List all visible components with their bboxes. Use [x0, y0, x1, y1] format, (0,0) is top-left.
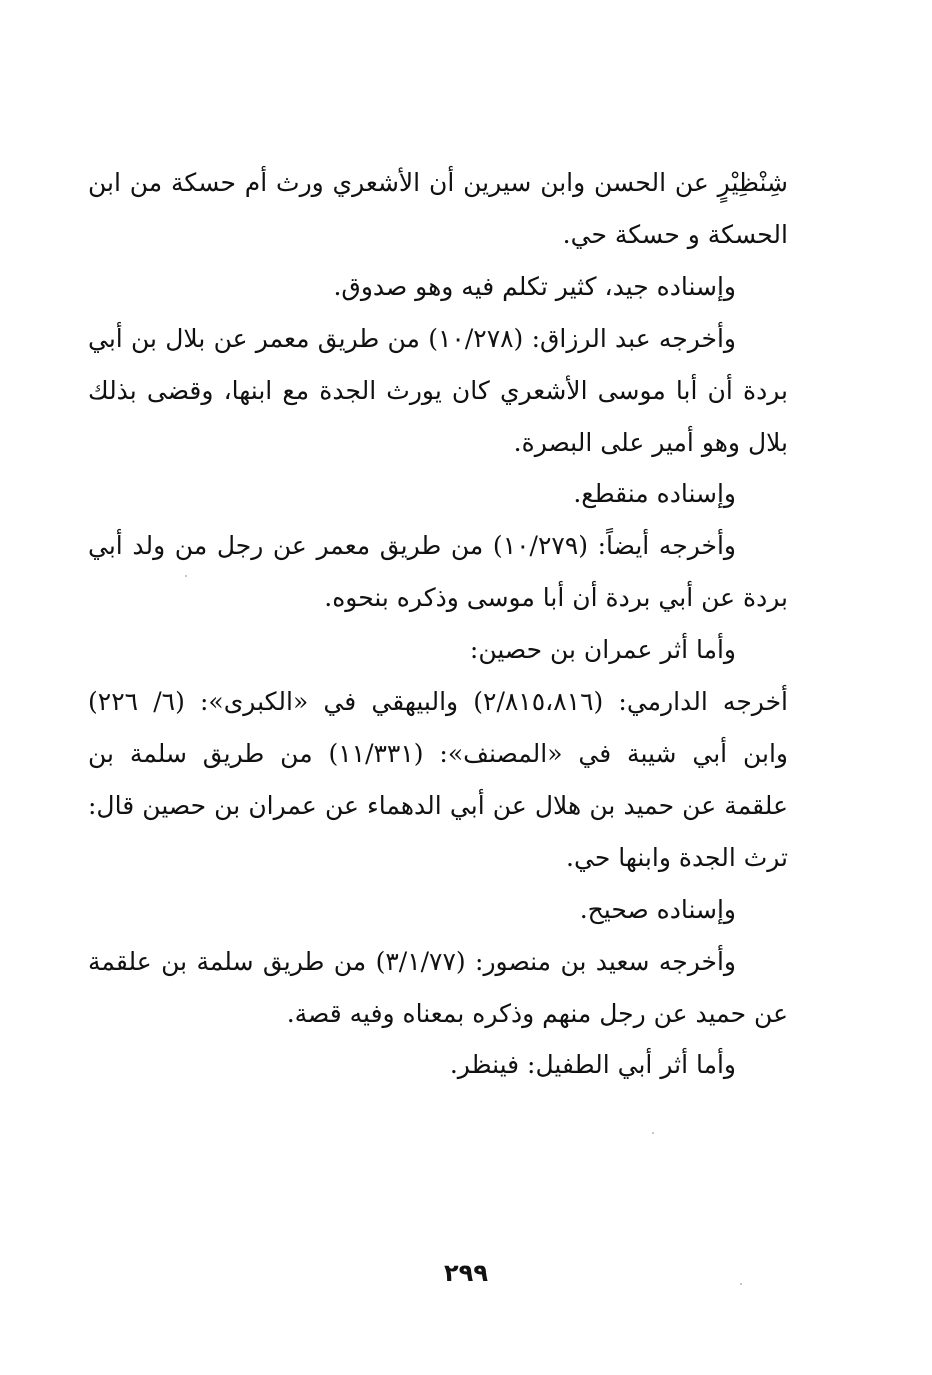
paragraph-chain-broken: وإسناده منقطع.: [573, 479, 736, 509]
paragraph-chain-assessment: وإسناده جيد، كثير تكلم فيه وهو صدوق.: [333, 271, 736, 301]
scan-speck: [740, 1283, 742, 1285]
paragraph-darimi-report: أخرجه الدارمي: (٢/٨١٥،٨١٦) والبيهقي في «الكبرى»: (٦/ ٢٢٦) وابن أبي شيبة في «المصنف»: (١١/٣٣١) من طريق سلمة بن علقمة عن حميد بن هلال عن أبي الدهماء عن عمران بن حصين قال: ترث الجدة وابنها حي.: [88, 687, 788, 872]
scan-speck: [652, 1132, 654, 1134]
paragraph-chain-sound: وإسناده صحيح.: [579, 894, 736, 924]
paragraph-imran-heading: وأما أثر عمران بن حصين:: [469, 635, 736, 665]
scan-speck: [185, 575, 187, 577]
paragraph-saeed-report: وأخرجه سعيد بن منصور: (٣/١/٧٧) من طريق سلمة بن علقمة عن حميد عن رجل منهم وذكره بمعناه وفيه قصة.: [88, 946, 788, 1028]
paragraph-continuation: شِنْظِيْرٍ عن الحسن وابن سيرين أن الأشعري ورث أم حسكة من ابن الحسكة و حسكة حي.: [88, 168, 788, 249]
body-text: [88, 157, 788, 1091]
paragraph-abi-tufail: وأما أثر أبي الطفيل: فينظر.: [449, 1050, 736, 1080]
page-number: ٢٩٩: [444, 1259, 488, 1287]
paragraph-abdulrazzaq-report: وأخرجه عبد الرزاق: (١٠/٢٧٨) من طريق معمر عن بلال بن أبي بردة أن أبا موسى الأشعري كان يورث الجدة مع ابنها، وقضى بذلك بلال وهو أمير على البصرة.: [88, 323, 788, 457]
paragraph-also-reported: وأخرجه أيضاً: (١٠/٢٧٩) من طريق معمر عن رجل من ولد أبي بردة عن أبي بردة أن أبا موسى وذكره بنحوه.: [88, 531, 788, 613]
